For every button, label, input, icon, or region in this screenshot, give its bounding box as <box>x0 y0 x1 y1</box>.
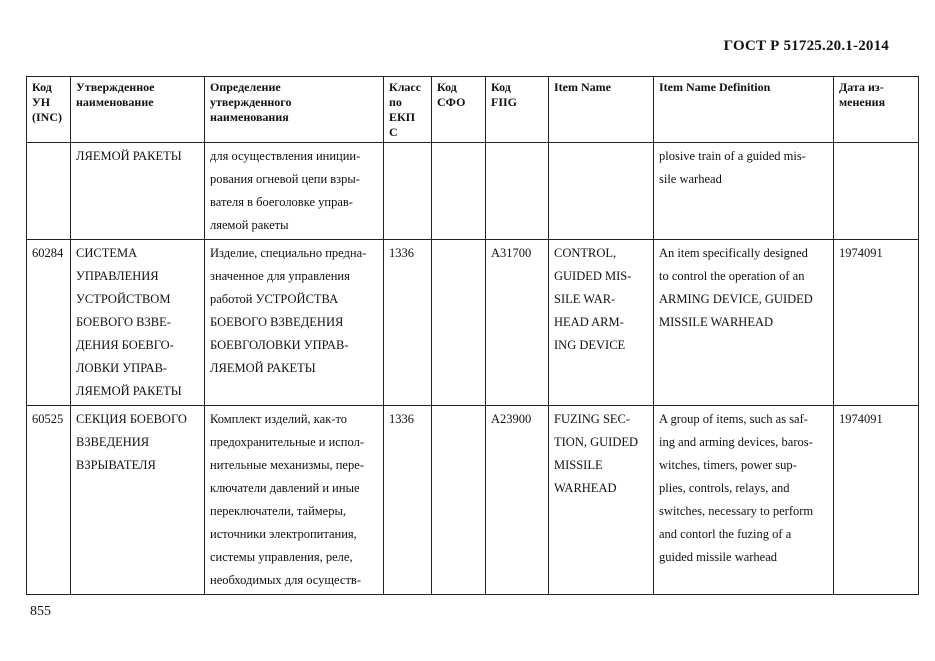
cell-text-line: 1974091 <box>839 246 883 260</box>
cell-text-line: УПРАВЛЕНИЯ <box>76 269 159 283</box>
cell-text-line: ДЕНИЯ БОЕВГО- <box>76 338 174 352</box>
cell-text-line: источники электропитания, <box>210 527 357 541</box>
cell-text-line: С <box>389 125 398 139</box>
cell-text-line: Утвержденное <box>76 80 155 94</box>
cell-text-line: FIIG <box>491 95 518 109</box>
document-code: ГОСТ Р 51725.20.1-2014 <box>723 38 889 54</box>
cell-text-line: ING DEVICE <box>554 338 626 352</box>
cell-text-line: рования огневой цепи взры- <box>210 172 360 186</box>
cell-text-line: Комплект изделий, как-то <box>210 412 347 426</box>
cell-text-line: вателя в боеголовке управ- <box>210 195 353 209</box>
cell-text-line: Код <box>491 80 511 94</box>
column-header-item-name <box>549 77 654 143</box>
cell-text-line: (INC) <box>32 110 62 124</box>
cell-text-line: ключатели давлений и иные <box>210 481 360 495</box>
column-header-inc <box>27 77 71 143</box>
cell-text-line: наименования <box>210 110 289 124</box>
cell-approved-name <box>71 143 205 240</box>
cell-text-line: A23900 <box>491 412 532 426</box>
cell-text-line: Определение <box>210 80 281 94</box>
cell-item-definition <box>654 143 834 240</box>
cell-item-name <box>549 240 654 406</box>
cell-text-line: MISSILE <box>554 458 603 472</box>
cell-text-line: Item Name <box>554 80 611 94</box>
specification-table <box>26 76 919 595</box>
cell-text-line: менения <box>839 95 886 109</box>
cell-text-line: WARHEAD <box>554 481 617 495</box>
cell-text-line: A group of items, such as saf- <box>659 412 808 426</box>
cell-text-line: TION, GUIDED <box>554 435 639 449</box>
cell-text-line: УН <box>32 95 51 109</box>
cell-text-line: 60284 <box>32 246 64 260</box>
cell-text-line: утвержденного <box>210 95 292 109</box>
cell-item-definition <box>654 240 834 406</box>
cell-text-line: системы управления, реле, <box>210 550 353 564</box>
column-header-class <box>384 77 432 143</box>
cell-text-line: ЛЯЕМОЙ РАКЕТЫ <box>76 384 182 398</box>
cell-fiig <box>486 406 549 595</box>
cell-text-line: ЕКП <box>389 110 416 124</box>
cell-text-line: работой УСТРОЙСТВА <box>210 292 339 306</box>
cell-text-line: An item specifically designed <box>659 246 808 260</box>
cell-definition <box>205 240 384 406</box>
page-number: 855 <box>30 604 51 619</box>
column-header-change-date <box>834 77 919 143</box>
column-header-approved-name <box>71 77 205 143</box>
cell-change-date <box>834 143 919 240</box>
cell-text-line: sile warhead <box>659 172 722 186</box>
cell-text-line: наименование <box>76 95 154 109</box>
table-row <box>27 240 919 406</box>
column-header-definition <box>205 77 384 143</box>
cell-text-line: БОЕВОГО ВЗВЕДЕНИЯ <box>210 315 344 329</box>
cell-text-line: 1336 <box>389 412 414 426</box>
cell-text-line: ВЗРЫВАТЕЛЯ <box>76 458 156 472</box>
column-header-item-definition <box>654 77 834 143</box>
cell-text-line: необходимых для осуществ- <box>210 573 361 587</box>
cell-text-line: БОЕВГОЛОВКИ УПРАВ- <box>210 338 349 352</box>
cell-text-line: СЕКЦИЯ БОЕВОГО <box>76 412 187 426</box>
cell-inc <box>27 240 71 406</box>
cell-text-line: A31700 <box>491 246 532 260</box>
cell-text-line: БОЕВОГО ВЗВЕ- <box>76 315 171 329</box>
cell-text-line: SILE WAR- <box>554 292 616 306</box>
cell-text-line: ing and arming devices, baros- <box>659 435 813 449</box>
cell-class <box>384 143 432 240</box>
cell-text-line: Изделие, специально предна- <box>210 246 367 260</box>
cell-text-line: ЛЯЕМОЙ РАКЕТЫ <box>210 361 316 375</box>
column-header-fiig <box>486 77 549 143</box>
cell-text-line: переключатели, таймеры, <box>210 504 346 518</box>
table-row <box>27 406 919 595</box>
cell-text-line: Код <box>437 80 457 94</box>
cell-text-line: значенное для управления <box>210 269 350 283</box>
cell-text-line: FUZING SEC- <box>554 412 631 426</box>
cell-text-line: GUIDED MIS- <box>554 269 632 283</box>
cell-item-name <box>549 143 654 240</box>
cell-text-line: switches, necessary to perform <box>659 504 814 518</box>
column-header-sfo <box>432 77 486 143</box>
cell-text-line: to control the operation of an <box>659 269 805 283</box>
cell-text-line: СИСТЕМА <box>76 246 138 260</box>
cell-inc <box>27 406 71 595</box>
cell-text-line: Дата из- <box>839 80 884 94</box>
cell-fiig <box>486 143 549 240</box>
cell-approved-name <box>71 240 205 406</box>
cell-item-name <box>549 406 654 595</box>
cell-approved-name <box>71 406 205 595</box>
cell-text-line: Код <box>32 80 52 94</box>
cell-text-line: УСТРОЙСТВОМ <box>76 292 171 306</box>
cell-text-line: ЛОВКИ УПРАВ- <box>76 361 168 375</box>
cell-text-line: Item Name Definition <box>659 80 771 94</box>
cell-text-line: 1336 <box>389 246 414 260</box>
cell-class <box>384 240 432 406</box>
table-row <box>27 143 919 240</box>
cell-text-line: предохранительные и испол- <box>210 435 364 449</box>
cell-sfo <box>432 240 486 406</box>
cell-fiig <box>486 240 549 406</box>
cell-definition <box>205 143 384 240</box>
cell-text-line: HEAD ARM- <box>554 315 624 329</box>
cell-text-line: CONTROL, <box>554 246 617 260</box>
cell-text-line: ляемой ракеты <box>210 218 289 232</box>
cell-text-line: нительные механизмы, пере- <box>210 458 364 472</box>
cell-text-line: для осуществления иниции- <box>210 149 361 163</box>
cell-text-line: ВЗВЕДЕНИЯ <box>76 435 150 449</box>
cell-text-line: ARMING DEVICE, GUIDED <box>659 292 813 306</box>
cell-text-line: plosive train of a guided mis- <box>659 149 806 163</box>
cell-change-date <box>834 406 919 595</box>
cell-sfo <box>432 143 486 240</box>
cell-text-line: witches, timers, power sup- <box>659 458 797 472</box>
cell-text-line: ЛЯЕМОЙ РАКЕТЫ <box>76 149 182 163</box>
cell-text-line: Класс <box>389 80 422 94</box>
cell-text-line: 60525 <box>32 412 64 426</box>
cell-text-line: СФО <box>437 95 466 109</box>
cell-text-line: MISSILE WARHEAD <box>659 315 774 329</box>
cell-class <box>384 406 432 595</box>
table-header-row <box>27 77 919 143</box>
cell-text-line: 1974091 <box>839 412 883 426</box>
cell-definition <box>205 406 384 595</box>
cell-text-line: plies, controls, relays, and <box>659 481 790 495</box>
cell-item-definition <box>654 406 834 595</box>
cell-sfo <box>432 406 486 595</box>
cell-text-line: guided missile warhead <box>659 550 778 564</box>
cell-change-date <box>834 240 919 406</box>
cell-text-line: and contorl the fuzing of a <box>659 527 792 541</box>
cell-inc <box>27 143 71 240</box>
cell-text-line: по <box>389 95 402 109</box>
table-body <box>27 143 919 595</box>
